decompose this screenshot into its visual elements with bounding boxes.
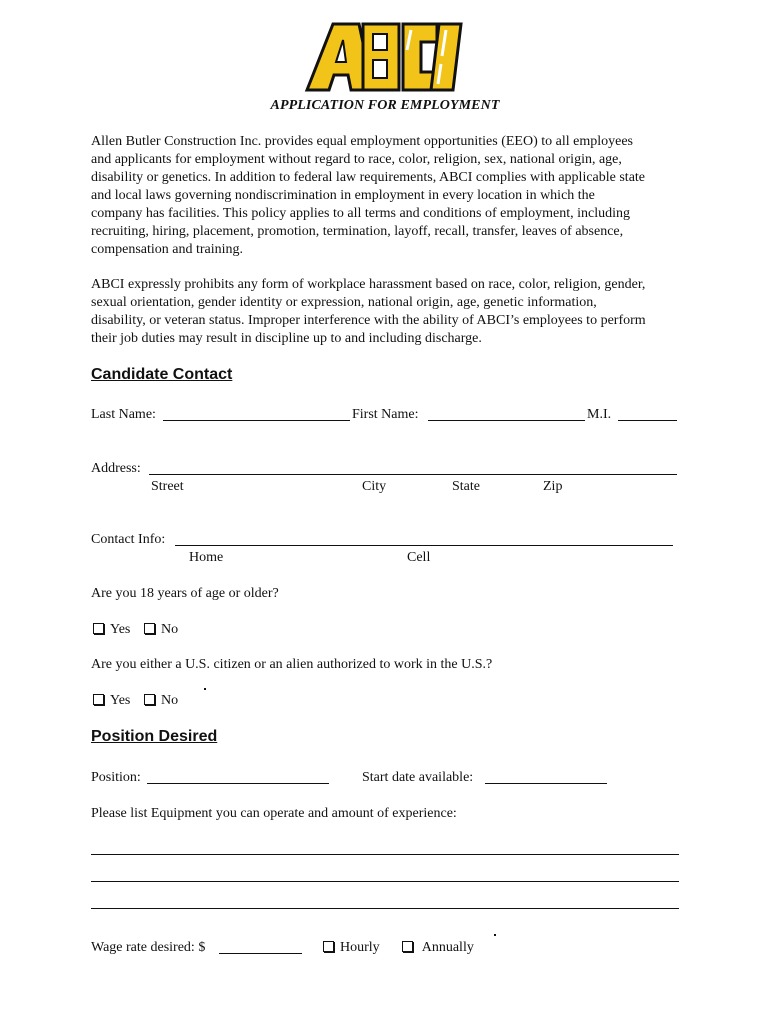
abci-logo: [303, 20, 465, 92]
mi-label: M.I.: [587, 407, 612, 422]
checkbox-icon[interactable]: [402, 941, 413, 952]
citizen-yes-option[interactable]: Yes: [93, 693, 130, 709]
equipment-line-1[interactable]: [91, 854, 679, 855]
equipment-prompt: Please list Equipment you can operate and amount of experience:: [91, 806, 457, 821]
checkbox-icon[interactable]: [323, 941, 334, 952]
zip-caption: Zip: [543, 479, 563, 494]
street-caption: Street: [151, 479, 184, 494]
contact-info-field[interactable]: [175, 545, 673, 546]
checkbox-icon[interactable]: [93, 623, 104, 634]
last-name-field[interactable]: [163, 420, 350, 421]
candidate-contact-heading: Candidate Contact: [91, 366, 233, 383]
equipment-line-3[interactable]: [91, 908, 679, 909]
mi-field[interactable]: [618, 420, 677, 421]
age-yes-option[interactable]: Yes: [93, 622, 130, 638]
last-name-label: Last Name:: [91, 407, 156, 422]
first-name-field[interactable]: [428, 420, 585, 421]
hourly-option[interactable]: Hourly: [323, 940, 380, 956]
wage-field[interactable]: [219, 953, 302, 954]
annually-option[interactable]: Annually: [402, 940, 474, 956]
start-date-field[interactable]: [485, 783, 607, 784]
address-label: Address:: [91, 461, 141, 476]
checkbox-icon[interactable]: [93, 694, 104, 705]
checkbox-icon[interactable]: [144, 694, 155, 705]
home-caption: Home: [189, 550, 224, 565]
start-date-label: Start date available:: [362, 770, 474, 785]
position-field[interactable]: [147, 783, 329, 784]
harassment-paragraph: ABCI expressly prohibits any form of workplace harassment based on race, color, religion, gender, sexual orientation, gender identity or expression, national origin, age, genetic information, disability, or veteran status. Improper interference with the ability of ABCI’s employees to perform their job duties may result in discipline up to and including discharge.: [91, 277, 646, 346]
document-title: APPLICATION FOR EMPLOYMENT: [270, 98, 500, 113]
age-question: Are you 18 years of age or older?: [91, 586, 279, 601]
wage-label: Wage rate desired: $: [91, 940, 206, 955]
citizen-no-option[interactable]: No: [144, 693, 178, 709]
age-no-option[interactable]: No: [144, 622, 178, 638]
stray-dot: [204, 688, 206, 690]
checkbox-icon[interactable]: [144, 623, 155, 634]
contact-info-label: Contact Info:: [91, 532, 166, 547]
citizen-question: Are you either a U.S. citizen or an alien authorized to work in the U.S.?: [91, 657, 493, 672]
cell-caption: Cell: [407, 550, 431, 565]
first-name-label: First Name:: [352, 407, 419, 422]
equipment-line-2[interactable]: [91, 881, 679, 882]
position-label: Position:: [91, 770, 141, 785]
stray-dot: [494, 934, 496, 936]
eeo-paragraph: Allen Butler Construction Inc. provides equal employment opportunities (EEO) to all employees and applicants for employment without regard to race, color, religion, sex, national origin, age, disability or genetics. In addition to federal law requirements, ABCI complies with applicable state and local laws governing nondiscrimination in employment in every location in which the company has facilities. This policy applies to all terms and conditions of employment, including recruiting, hiring, placement, promotion, termination, layoff, recall, transfer, leaves of absence, compensation and training.: [91, 134, 646, 257]
state-caption: State: [452, 479, 480, 494]
address-field[interactable]: [149, 474, 677, 475]
city-caption: City: [362, 479, 387, 494]
position-desired-heading: Position Desired: [91, 728, 218, 745]
